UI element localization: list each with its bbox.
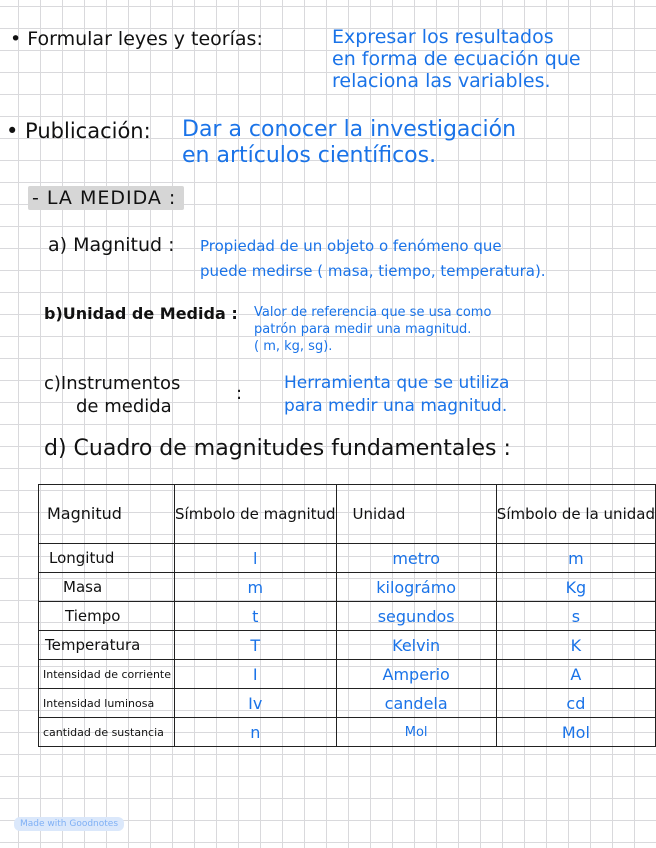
cell-magnitud: Intensidad de corriente [39, 660, 175, 689]
table-row [39, 689, 656, 718]
cell-magnitud: Intensidad luminosa [39, 689, 175, 718]
unidad-label: b)Unidad de Medida : [44, 304, 238, 323]
cell-unidad: segundos [336, 602, 496, 631]
cell-simbolo: I [175, 660, 337, 689]
magnitudes-table [38, 484, 656, 747]
cell-simbolo-unidad: Mol [496, 718, 655, 747]
cell-simbolo: Iv [175, 689, 337, 718]
magnitud-label: a) Magnitud : [48, 234, 175, 256]
cell-simbolo-unidad: s [496, 602, 655, 631]
instrumentos-definition-line: para medir una magnitud. [284, 396, 508, 416]
magnitud-definition [200, 234, 546, 284]
leyes-label: • Formular leyes y teorías: [10, 28, 263, 50]
instrumentos-definition-line: Herramienta que se utiliza [284, 373, 510, 393]
cell-simbolo-unidad: K [496, 631, 655, 660]
table-row [39, 660, 656, 689]
cell-unidad: candela [336, 689, 496, 718]
cell-simbolo: T [175, 631, 337, 660]
unidad-definition-line: Valor de referencia que se usa como [254, 305, 492, 320]
table-row [39, 573, 656, 602]
magnitud-definition-line: puede medirse ( masa, tiempo, temperatura). [200, 262, 546, 280]
cell-unidad: metro [336, 544, 496, 573]
cell-simbolo-unidad: cd [496, 689, 655, 718]
cell-simbolo: l [175, 544, 337, 573]
cell-simbolo-unidad: A [496, 660, 655, 689]
header-unidad: Unidad [336, 485, 496, 544]
publicacion-definition-line: en artículos científicos. [182, 143, 437, 168]
cell-simbolo: m [175, 573, 337, 602]
instrumentos-label-line: de medida [76, 396, 172, 417]
cell-simbolo: t [175, 602, 337, 631]
cell-simbolo-unidad: m [496, 544, 655, 573]
cell-unidad: kilográmo [336, 573, 496, 602]
table-row [39, 544, 656, 573]
cell-magnitud: Longitud [39, 544, 175, 573]
cell-magnitud: Temperatura [39, 631, 175, 660]
leyes-definition-line: relaciona las variables. [332, 70, 551, 92]
table-header-row [39, 485, 656, 544]
publicacion-definition [182, 117, 516, 169]
goodnotes-watermark: Made with Goodnotes [14, 817, 124, 831]
leyes-definition [332, 26, 581, 92]
header-magnitud: Magnitud [39, 485, 175, 544]
table-row [39, 718, 656, 747]
table-row [39, 631, 656, 660]
cell-simbolo-unidad: Kg [496, 573, 655, 602]
publicacion-label: • Publicación: [6, 119, 151, 143]
header-simbolo-unidad: Símbolo de la unidad [496, 485, 655, 544]
cell-simbolo: n [175, 718, 337, 747]
unidad-definition-line: ( m, kg, sg). [254, 339, 333, 354]
instrumentos-label [44, 372, 180, 418]
section-heading-la-medida: - LA MEDIDA : [28, 186, 184, 210]
instrumentos-label-line: c)Instrumentos [44, 373, 181, 394]
unidad-definition [254, 304, 491, 355]
cell-magnitud: Tiempo [39, 602, 175, 631]
cell-unidad: Amperio [336, 660, 496, 689]
cell-magnitud: Masa [39, 573, 175, 602]
magnitudes-table-container [38, 484, 656, 747]
leyes-definition-line: en forma de ecuación que [332, 48, 581, 70]
instrumentos-definition [284, 372, 509, 418]
unidad-definition-line: patrón para medir una magnitud. [254, 322, 472, 337]
table-row [39, 602, 656, 631]
cell-unidad: Kelvin [336, 631, 496, 660]
leyes-definition-line: Expresar los resultados [332, 26, 554, 48]
publicacion-definition-line: Dar a conocer la investigación [182, 117, 517, 142]
cell-magnitud: cantidad de sustancia [39, 718, 175, 747]
instrumentos-colon: : [236, 383, 243, 404]
magnitud-definition-line: Propiedad de un objeto o fenómeno que [200, 237, 502, 255]
cuadro-heading: d) Cuadro de magnitudes fundamentales : [44, 436, 511, 461]
header-simbolo-magnitud: Símbolo de magnitud [175, 485, 337, 544]
cell-unidad: Mol [336, 718, 496, 747]
